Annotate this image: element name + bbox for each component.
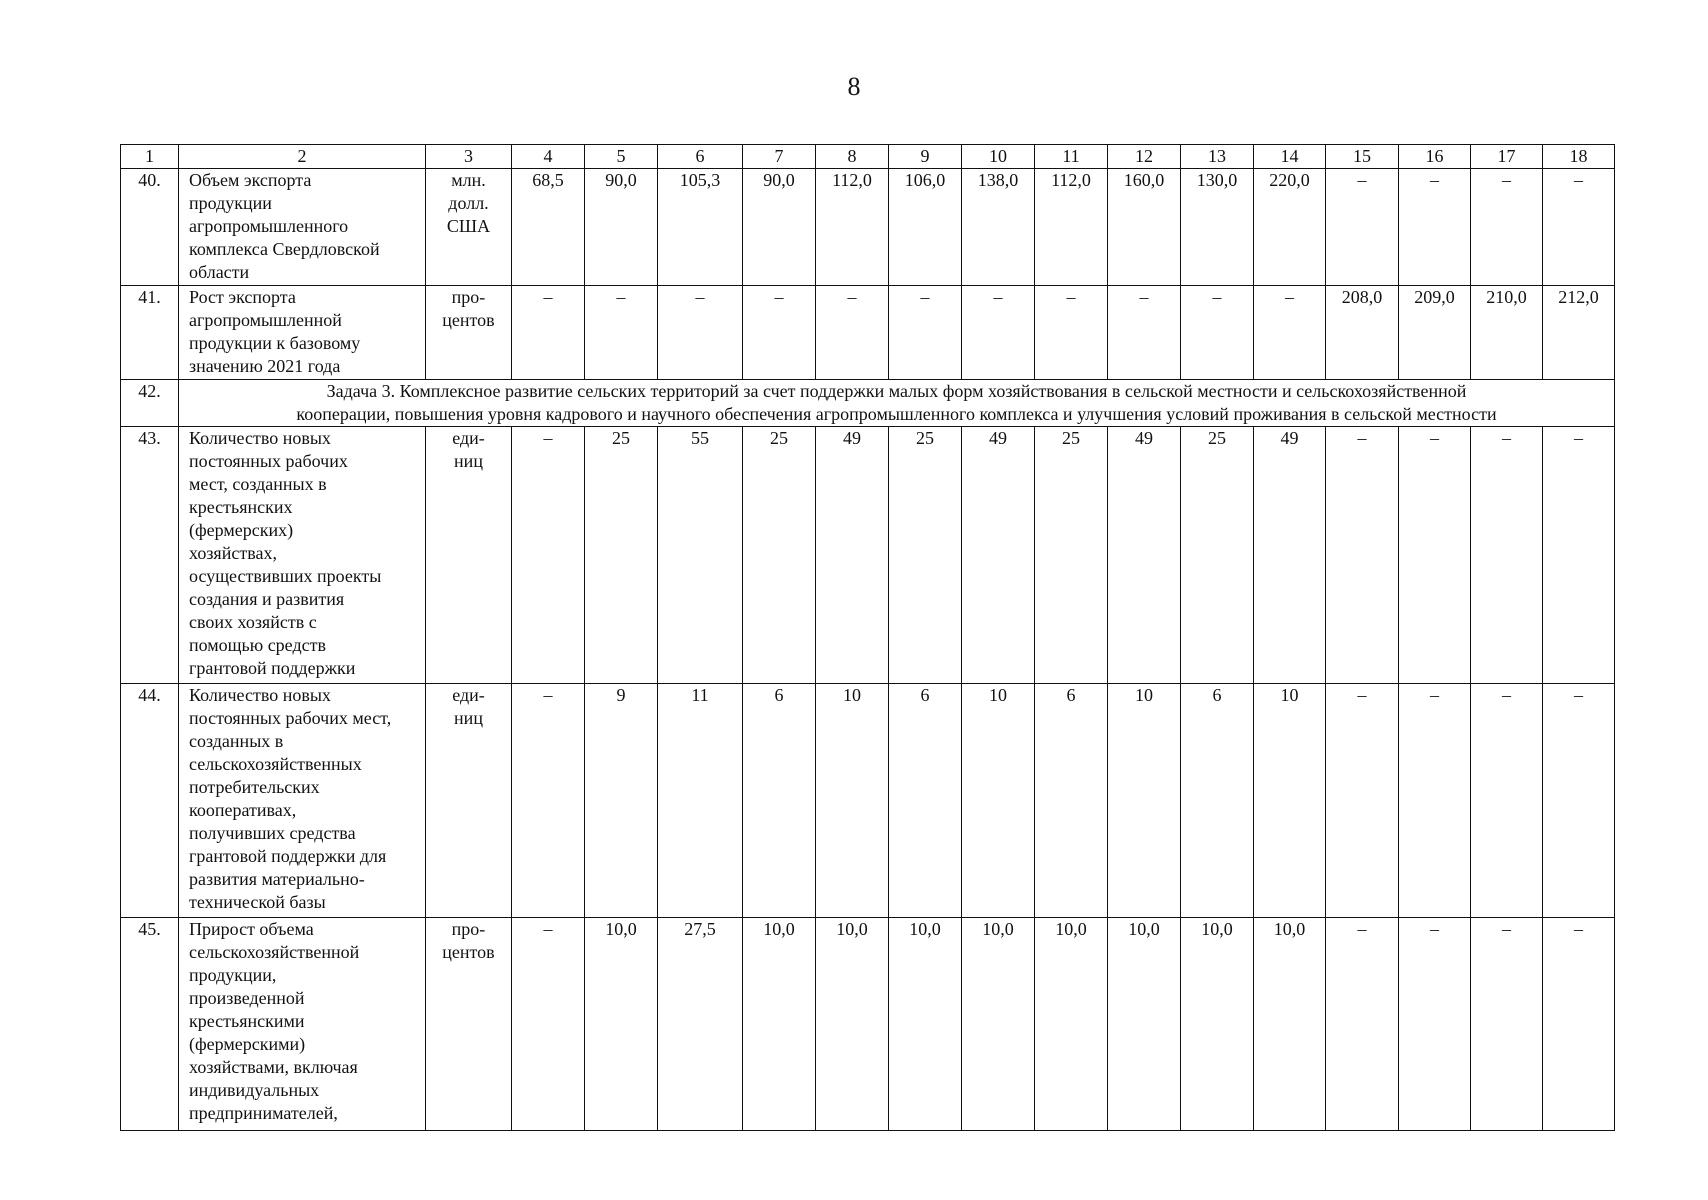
value-cell: – [1326, 918, 1399, 1131]
column-header: 10 [962, 145, 1035, 169]
value-cell: – [1035, 286, 1108, 380]
value-cell: 105,3 [658, 169, 743, 286]
value-cell: 49 [1254, 427, 1326, 684]
value-cell: 10,0 [585, 918, 658, 1131]
value-cell: 210,0 [1471, 286, 1543, 380]
indicator-name-line: развития материально- [189, 869, 365, 889]
value-cell: – [512, 684, 585, 918]
unit-line: еди- [452, 428, 485, 448]
value-cell: – [1471, 169, 1543, 286]
column-header: 15 [1326, 145, 1399, 169]
row-number: 44. [121, 684, 179, 918]
value-cell: 10,0 [1035, 918, 1108, 1131]
indicator-name-line: значению 2021 года [189, 356, 341, 376]
indicator-name-line: сельскохозяйственных [189, 754, 362, 774]
value-cell: 160,0 [1108, 169, 1181, 286]
value-cell: – [1399, 427, 1471, 684]
task-row [121, 380, 1615, 427]
value-cell: 25 [585, 427, 658, 684]
task-heading-line: Задача 3. Комплексное развитие сельских территорий за счет поддержки малых форм хозяйствования в сельской местности и сельскохозяйственной [326, 381, 1467, 401]
indicator-name-line: постоянных рабочих [189, 451, 348, 471]
indicator-name-line: создания и развития [189, 589, 345, 609]
column-header: 16 [1399, 145, 1471, 169]
unit-line: ниц [454, 451, 483, 471]
value-cell: 27,5 [658, 918, 743, 1131]
indicator-name-line: предпринимателей, [189, 1103, 338, 1123]
indicator-name-line: грантовой поддержки для [189, 846, 387, 866]
value-cell: – [1254, 286, 1326, 380]
indicator-name-line: индивидуальных [189, 1080, 320, 1100]
column-header: 9 [889, 145, 962, 169]
indicator-name-line: технической базы [189, 892, 326, 912]
row-number: 43. [121, 427, 179, 684]
unit-cell [426, 286, 512, 380]
indicator-name-line: хозяйствами, включая [189, 1057, 358, 1077]
indicator-name-line: Объем экспорта [189, 170, 312, 190]
value-cell: 49 [962, 427, 1035, 684]
unit-line: центов [442, 310, 495, 330]
value-cell: 208,0 [1326, 286, 1399, 380]
column-header: 18 [1543, 145, 1615, 169]
column-header: 17 [1471, 145, 1543, 169]
unit-line: про- [451, 919, 486, 939]
indicator-name [179, 918, 426, 1131]
value-cell: – [889, 286, 962, 380]
indicator-name-line: крестьянских [189, 497, 293, 517]
indicator-name-line: агропромышленной [189, 310, 342, 330]
indicator-name-line: Прирост объема [189, 919, 314, 939]
value-cell: 6 [1181, 684, 1254, 918]
row-number: 42. [121, 380, 179, 427]
task-heading [179, 380, 1615, 427]
indicator-name-line: постоянных рабочих мест, [189, 708, 392, 728]
value-cell: – [1543, 684, 1615, 918]
indicator-name-line: мест, созданных в [189, 474, 327, 494]
column-header: 14 [1254, 145, 1326, 169]
value-cell: 10,0 [1181, 918, 1254, 1131]
unit-line: про- [451, 287, 486, 307]
indicator-name-line: продукции [189, 193, 272, 213]
indicator-name-line: крестьянскими [189, 1011, 305, 1031]
value-cell: 10 [816, 684, 889, 918]
table-row [121, 169, 1615, 286]
value-cell: – [512, 918, 585, 1131]
value-cell: – [1543, 169, 1615, 286]
indicator-name [179, 286, 426, 380]
value-cell: 112,0 [1035, 169, 1108, 286]
indicator-name-line: хозяйствах, [189, 543, 277, 563]
value-cell: 10,0 [1108, 918, 1181, 1131]
table-row [121, 684, 1615, 918]
value-cell: 6 [743, 684, 816, 918]
value-cell: – [816, 286, 889, 380]
value-cell: – [658, 286, 743, 380]
value-cell: 25 [889, 427, 962, 684]
value-cell: 106,0 [889, 169, 962, 286]
value-cell: 68,5 [512, 169, 585, 286]
value-cell: – [1471, 684, 1543, 918]
unit-line: ниц [454, 708, 483, 728]
value-cell: 220,0 [1254, 169, 1326, 286]
value-cell: – [1399, 169, 1471, 286]
indicator-name-line: (фермерскими) [189, 1034, 306, 1054]
indicator-name-line: грантовой поддержки [189, 658, 356, 678]
value-cell: 49 [816, 427, 889, 684]
value-cell: 10 [1108, 684, 1181, 918]
column-header: 11 [1035, 145, 1108, 169]
table-row [121, 286, 1615, 380]
indicator-name-line: кооперативах, [189, 800, 297, 820]
column-header: 6 [658, 145, 743, 169]
indicator-name-line: (фермерских) [189, 520, 294, 540]
value-cell: 25 [1181, 427, 1254, 684]
indicator-name-line: созданных в [189, 731, 284, 751]
indicator-name-line: потребительских [189, 777, 320, 797]
value-cell: 49 [1108, 427, 1181, 684]
unit-line: млн. [451, 170, 486, 190]
indicator-name-line: агропромышленного [189, 216, 349, 236]
unit-cell [426, 169, 512, 286]
value-cell: 25 [743, 427, 816, 684]
value-cell: 10,0 [1254, 918, 1326, 1131]
indicator-name-line: получивших средства [189, 823, 356, 843]
value-cell: 6 [889, 684, 962, 918]
indicators-table [120, 144, 1615, 1131]
row-number: 41. [121, 286, 179, 380]
value-cell: 10,0 [816, 918, 889, 1131]
value-cell: 90,0 [743, 169, 816, 286]
value-cell: – [962, 286, 1035, 380]
value-cell: – [1543, 918, 1615, 1131]
value-cell: – [1543, 427, 1615, 684]
value-cell: – [585, 286, 658, 380]
value-cell: 10 [1254, 684, 1326, 918]
indicator-name [179, 684, 426, 918]
value-cell: – [1108, 286, 1181, 380]
value-cell: 9 [585, 684, 658, 918]
page-number: 8 [847, 72, 861, 101]
value-cell: – [1326, 427, 1399, 684]
indicator-name-line: осуществивших проекты [189, 566, 382, 586]
value-cell: 10 [962, 684, 1035, 918]
value-cell: 209,0 [1399, 286, 1471, 380]
indicator-name-line: произведенной [189, 988, 305, 1008]
indicator-name-line: сельскохозяйственной [189, 942, 360, 962]
unit-line: США [446, 216, 491, 236]
unit-cell [426, 918, 512, 1131]
row-number: 45. [121, 918, 179, 1131]
column-header: 5 [585, 145, 658, 169]
value-cell: 212,0 [1543, 286, 1615, 380]
task-heading-line: кооперации, повышения уровня кадрового и научного обеспечения агропромышленного комплекса и улучшения условий проживания в сельской местности [296, 404, 1497, 424]
value-cell: 112,0 [816, 169, 889, 286]
column-header: 12 [1108, 145, 1181, 169]
unit-line: долл. [448, 193, 489, 213]
value-cell: 6 [1035, 684, 1108, 918]
value-cell: 90,0 [585, 169, 658, 286]
indicator-name-line: помощью средств [189, 635, 326, 655]
value-cell: – [1181, 286, 1254, 380]
indicator-name [179, 427, 426, 684]
indicator-name-line: комплекса Свердловской [189, 239, 380, 259]
value-cell: 25 [1035, 427, 1108, 684]
row-number: 40. [121, 169, 179, 286]
indicator-name-line: продукции, [189, 965, 277, 985]
value-cell: – [1471, 918, 1543, 1131]
value-cell: – [512, 427, 585, 684]
value-cell: 10,0 [962, 918, 1035, 1131]
value-cell: 55 [658, 427, 743, 684]
unit-cell [426, 684, 512, 918]
value-cell: – [1471, 427, 1543, 684]
indicator-name-line: Количество новых [189, 685, 331, 705]
value-cell: 138,0 [962, 169, 1035, 286]
value-cell: – [1399, 918, 1471, 1131]
indicator-name [179, 169, 426, 286]
indicator-name-line: своих хозяйств с [189, 612, 317, 632]
column-header: 2 [179, 145, 426, 169]
indicator-name-line: Рост экспорта [189, 287, 296, 307]
column-header: 1 [121, 145, 179, 169]
value-cell: – [743, 286, 816, 380]
indicator-name-line: Количество новых [189, 428, 331, 448]
unit-line: центов [442, 942, 495, 962]
table-row [121, 427, 1615, 684]
value-cell: – [1399, 684, 1471, 918]
column-number-row [121, 145, 1615, 169]
value-cell: 10,0 [743, 918, 816, 1131]
column-header: 4 [512, 145, 585, 169]
indicator-name-line: продукции к базовому [189, 333, 361, 353]
unit-line: еди- [452, 685, 485, 705]
value-cell: – [512, 286, 585, 380]
column-header: 3 [426, 145, 512, 169]
value-cell: 130,0 [1181, 169, 1254, 286]
column-header: 8 [816, 145, 889, 169]
value-cell: 11 [658, 684, 743, 918]
column-header: 13 [1181, 145, 1254, 169]
value-cell: – [1326, 684, 1399, 918]
value-cell: 10,0 [889, 918, 962, 1131]
table-row [121, 918, 1615, 1131]
unit-cell [426, 427, 512, 684]
column-header: 7 [743, 145, 816, 169]
indicator-name-line: области [189, 262, 250, 282]
value-cell: – [1326, 169, 1399, 286]
